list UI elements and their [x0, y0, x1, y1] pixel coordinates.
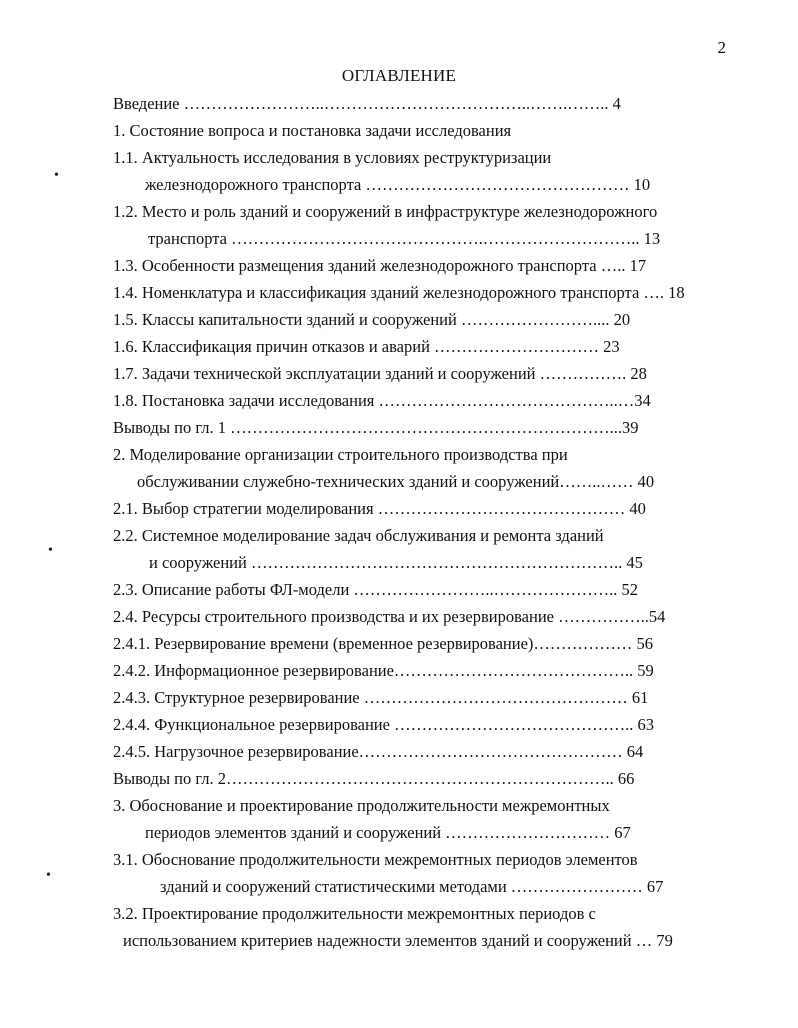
toc-entry: 1.7. Задачи технической эксплуатации зданий и сооружений ……………. 28 [113, 364, 647, 383]
toc-entry: 2.4.2. Информационное резервирование…………………………………….. 59 [113, 661, 654, 680]
toc-entry-continuation: транспорта ……………………………………….……………………….. 13 [148, 229, 661, 248]
toc-entry: 2.4.1. Резервирование времени (временное резервирование)……………… 56 [113, 634, 654, 653]
toc-entry: Введение ……………………..………………………………..…….…….. 4 [113, 94, 621, 113]
page-title: ОГЛАВЛЕНИЕ [341, 66, 457, 85]
toc-entry: 1.1. Актуальность исследования в условиях реструктуризации [113, 148, 552, 167]
toc-entry: 1. Состояние вопроса и постановка задачи исследования [113, 121, 512, 140]
page-number: 2 [717, 38, 726, 57]
toc-entry: 1.8. Постановка задачи исследования ……………………………………..…34 [113, 391, 651, 410]
toc-entry: 2.2. Системное моделирование задач обслуживания и ремонта зданий [113, 526, 604, 545]
binder-hole-mark-icon: • [46, 868, 51, 883]
toc-entry-continuation: зданий и сооружений статистическими методами …………………… 67 [160, 877, 664, 896]
toc-entry: 2.4.5. Нагрузочное резервирование………………………………………… 64 [113, 742, 644, 761]
toc-entry-continuation: обслуживании служебно-технических зданий и сооружений……..…… 40 [137, 472, 655, 491]
toc-entry: 1.3. Особенности размещения зданий железнодорожного транспорта ….. 17 [113, 256, 647, 275]
toc-entry: 1.5. Классы капитальности зданий и сооружений …………………….... 20 [113, 310, 631, 329]
toc-entry: 1.2. Место и роль зданий и сооружений в инфраструктуре железнодорожного [113, 202, 658, 221]
toc-entry-continuation: железнодорожного транспорта ………………………………………… 10 [145, 175, 651, 194]
toc-entry: 3. Обоснование и проектирование продолжительности межремонтных [113, 796, 610, 815]
toc-entry-continuation: использованием критериев надежности элементов зданий и сооружений … 79 [123, 931, 673, 950]
toc-entry: 2. Моделирование организации строительного производства при [113, 445, 568, 464]
toc-entry: 2.3. Описание работы ФЛ-модели ……………………..………………….. 52 [113, 580, 639, 599]
toc-entry: 2.4.3. Структурное резервирование ………………………………………… 61 [113, 688, 649, 707]
binder-hole-mark-icon: • [48, 543, 53, 558]
toc-entry: Выводы по гл. 2…………………………………………………………….. 66 [113, 769, 635, 788]
toc-entry: 1.4. Номенклатура и классификация зданий железнодорожного транспорта …. 18 [113, 283, 685, 302]
toc-entry: 2.4. Ресурсы строительного производства и их резервирование ……………..54 [113, 607, 666, 626]
toc-entry: Выводы по гл. 1 ……………………………………………………………...39 [113, 418, 639, 437]
toc-entry-continuation: и сооружений ………………………………………………………….. 45 [149, 553, 643, 572]
toc-entry: 1.6. Классификация причин отказов и аварий ………………………… 23 [113, 337, 620, 356]
toc-entry: 2.1. Выбор стратегии моделирования ……………………………………… 40 [113, 499, 646, 518]
toc-entry: 3.1. Обоснование продолжительности межремонтных периодов элементов [113, 850, 638, 869]
toc-entry: 2.4.4. Функциональное резервирование …………………………………….. 63 [113, 715, 654, 734]
binder-hole-mark-icon: • [54, 168, 59, 183]
toc-entry: 3.2. Проектирование продолжительности межремонтных периодов с [113, 904, 596, 923]
toc-entry-continuation: периодов элементов зданий и сооружений ………………………… 67 [145, 823, 631, 842]
